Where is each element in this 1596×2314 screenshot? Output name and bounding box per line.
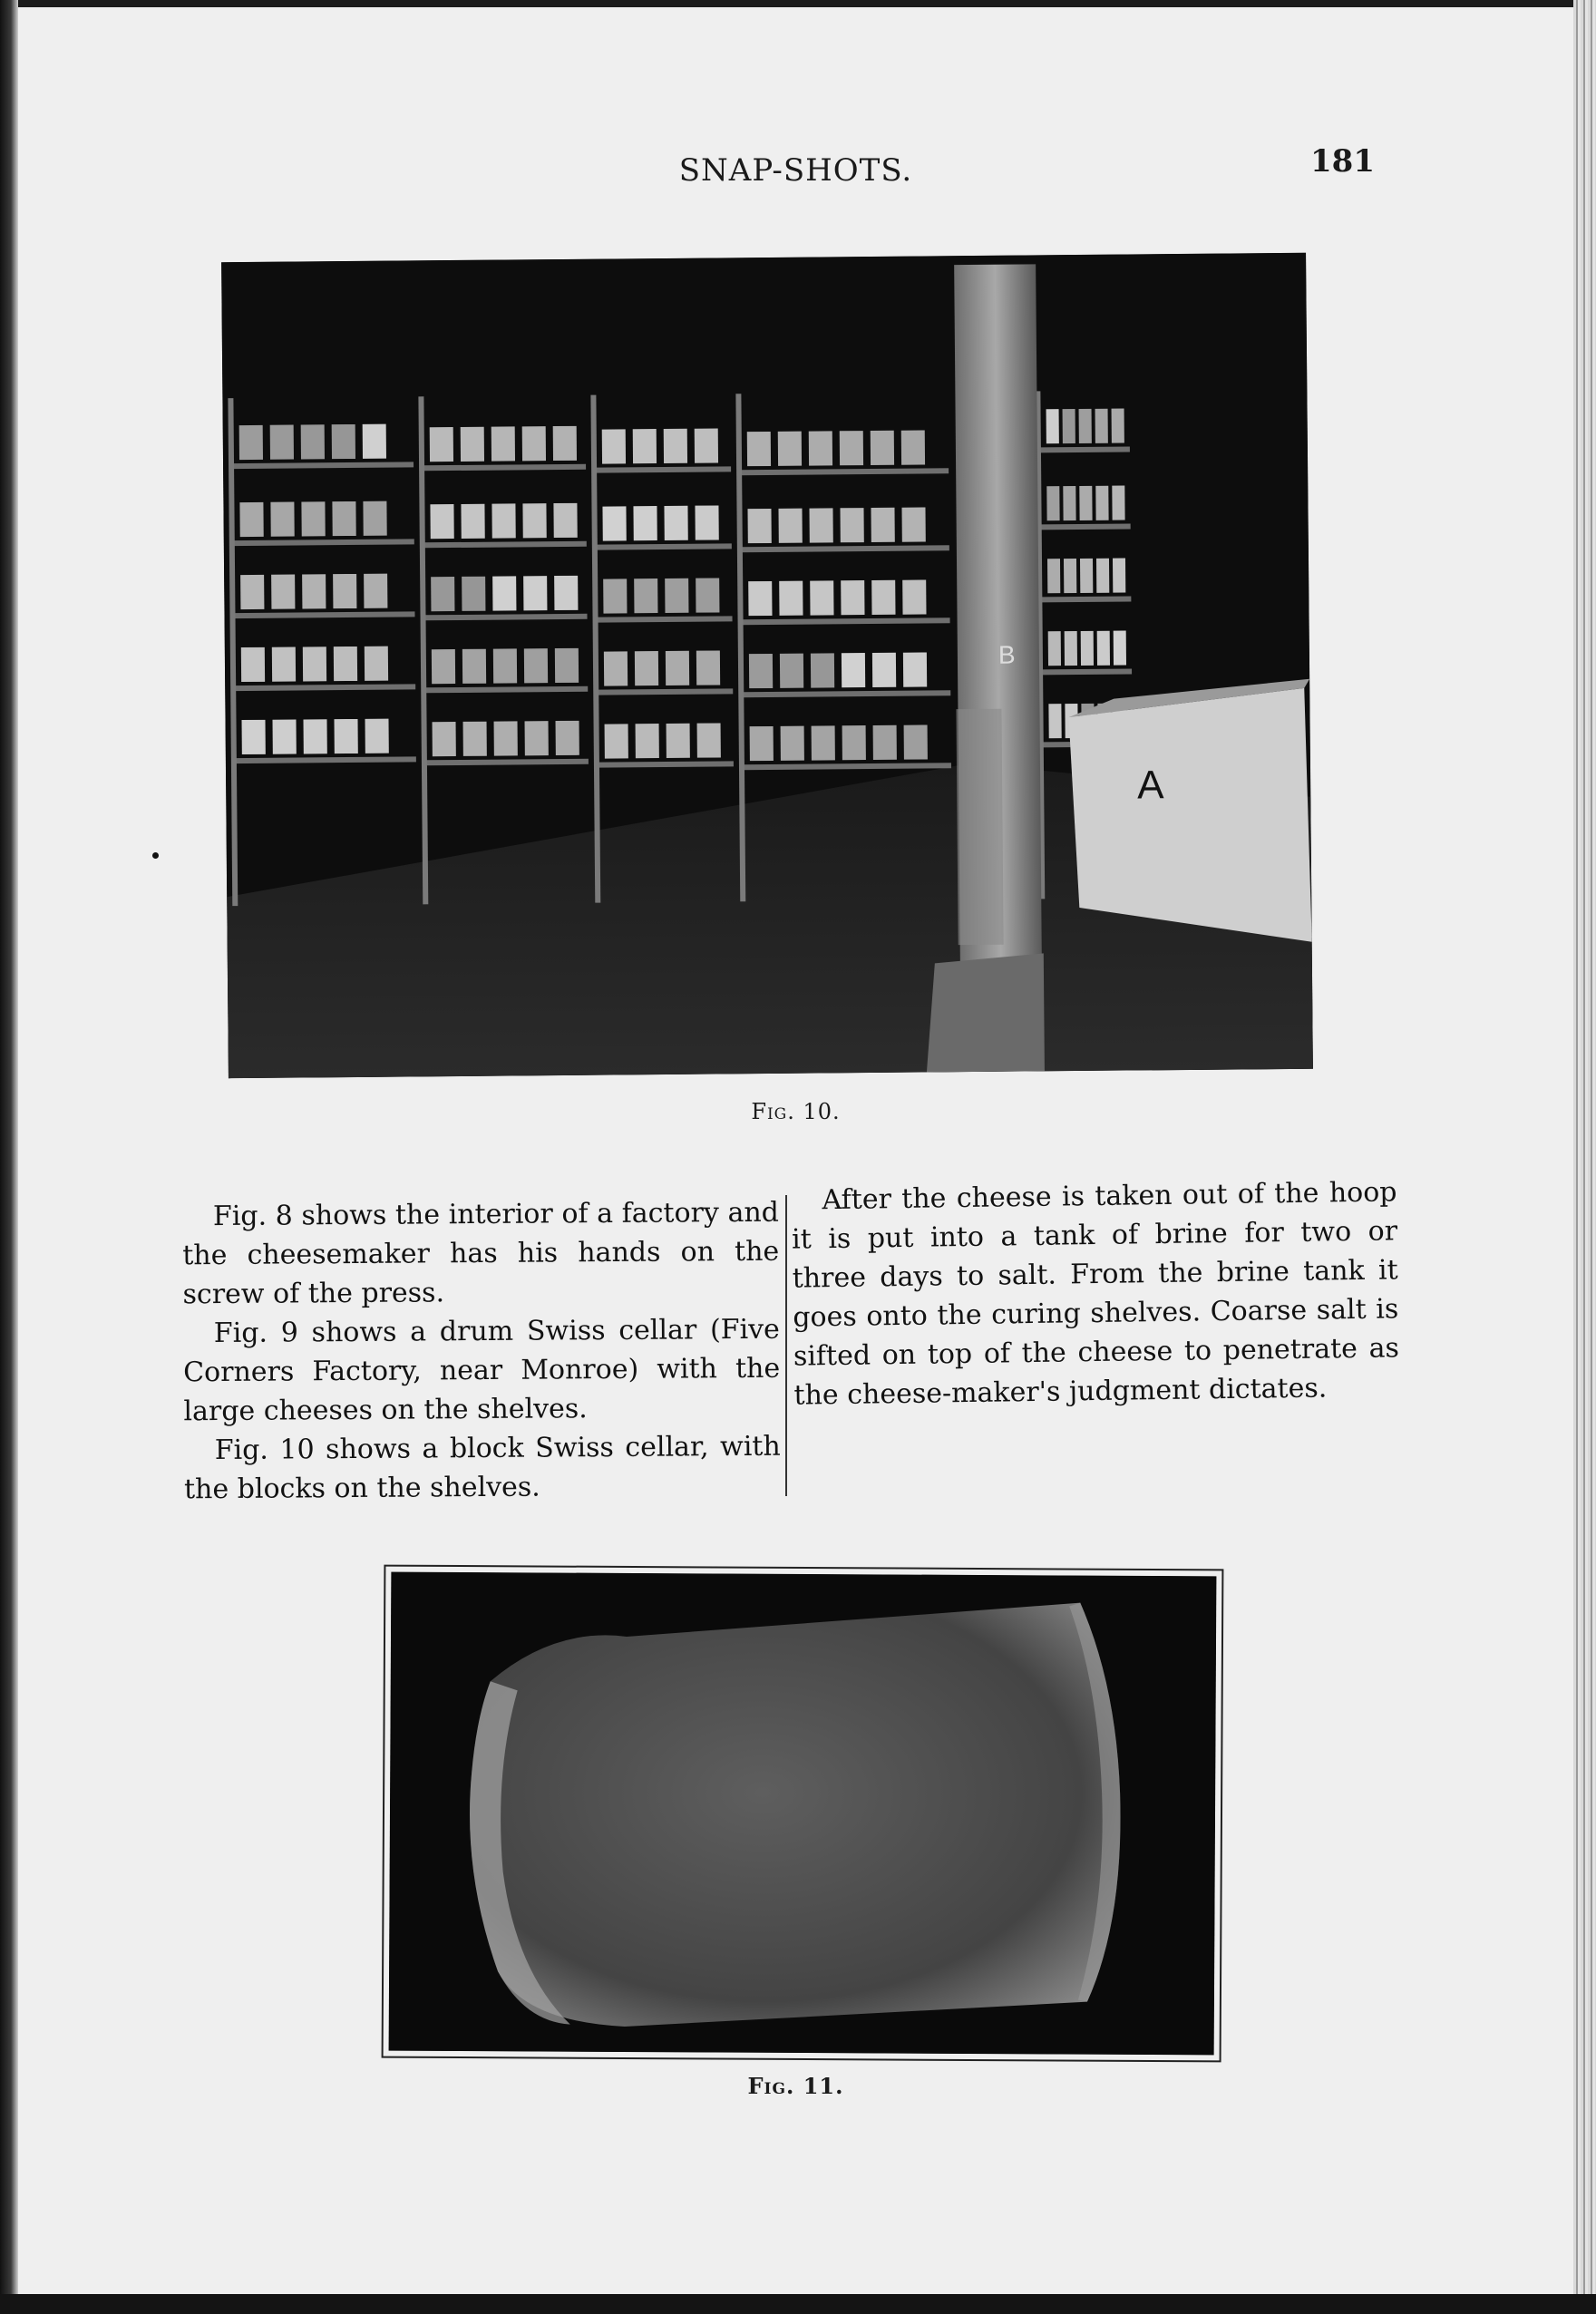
paragraph-fig10: Fig. 10 shows a block Swiss cellar, with the blocks on the shelves. — [183, 1430, 781, 1506]
paragraph-fig9: Fig. 9 shows a drum Swiss cellar (Five Corners Factory, near Monroe) with the large cheeses on the shelves. — [183, 1313, 781, 1428]
page-number: 181 — [1310, 143, 1375, 180]
print-speck — [152, 852, 159, 859]
book-binding-edge — [0, 0, 18, 2314]
figure-11-frame — [382, 1565, 1224, 2063]
paragraph-brine: After the cheese is taken out of the hoop it is put into a tank of brine for two or three days to salt. From the brine tank it goes onto the curing shelves. Coarse salt is sifted on top of the cheese to penetrate as the cheese-maker's judgment dictates. — [791, 1176, 1400, 1412]
figure-10-caption: Fig. 10. — [751, 1099, 841, 1124]
left-text-column — [182, 1193, 781, 1510]
cheese-block-illustration — [389, 1572, 1217, 2056]
scan-bottom-edge — [0, 2294, 1596, 2314]
running-head: SNAP-SHOTS. — [678, 152, 913, 189]
column-divider — [785, 1195, 787, 1496]
right-text-column — [791, 1172, 1400, 1415]
figure-11-caption: Fig. 11. — [747, 2073, 844, 2099]
figure-10-photo — [221, 253, 1313, 1078]
cellar-photo-illustration — [221, 253, 1313, 1078]
figure-label-b: B — [998, 640, 1016, 669]
figure-label-a: A — [1136, 763, 1164, 808]
book-page — [18, 7, 1573, 2294]
page-stack-edge — [1573, 0, 1596, 2314]
figure-11-photo — [389, 1572, 1217, 2056]
paragraph-fig8: Fig. 8 shows the interior of a factory and the cheesemaker has his hands on the screw of the press. — [182, 1196, 780, 1311]
